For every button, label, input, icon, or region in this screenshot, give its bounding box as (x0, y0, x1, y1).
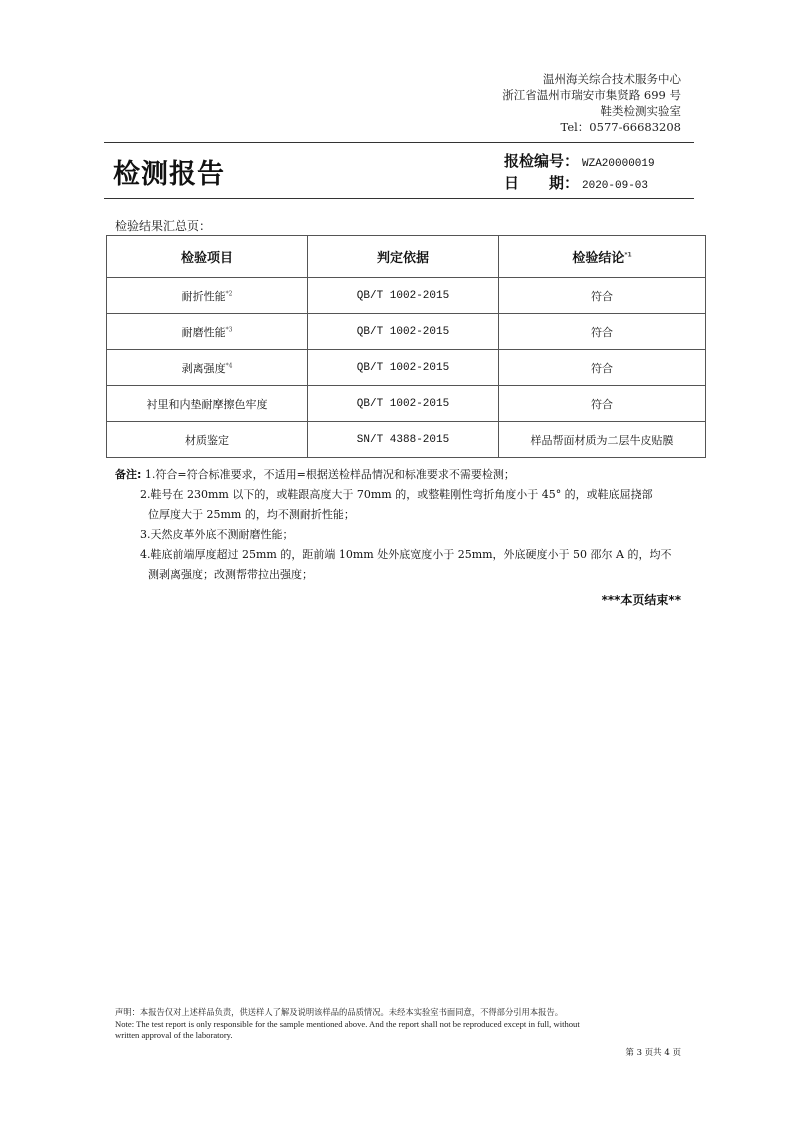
disclaimer (115, 1007, 695, 1042)
result-cell: 符合 (499, 350, 706, 386)
remark-3: 3.天然皮革外底不测耐磨性能； (140, 528, 294, 541)
item-cell: 材质鉴定 (107, 422, 308, 458)
col-header-basis: 判定依据 (308, 236, 499, 278)
table-row (107, 314, 706, 350)
report-number-value: WZA20000019 (582, 158, 655, 170)
table-row (107, 386, 706, 422)
report-date-label: 日 期： (504, 174, 580, 192)
org-name: 温州海关综合技术服务中心 (543, 72, 681, 86)
title-divider (104, 198, 694, 199)
table-row (107, 278, 706, 314)
item-cell: 衬里和内垫耐摩擦色牢度 (107, 386, 308, 422)
col-header-result: 检验结论$^{*1}$ (499, 236, 706, 278)
table-header-row (107, 236, 706, 278)
report-date-value: 2020-09-03 (582, 180, 649, 192)
remark-4: 4.鞋底前端厚度超过 25mm 的，距前端 10mm 处外底宽度小于 25mm，外底硬度小于 50 邵尔 A 的，均不 (140, 548, 672, 561)
disclaimer-en-line2: written approval of the laboratory. (115, 1030, 233, 1040)
footnote-marker: *3 (225, 325, 233, 333)
basis-cell: SN/T 4388-2015 (308, 422, 499, 458)
report-title: 检测报告 (113, 159, 225, 190)
result-cell: 样品帮面材质为二层牛皮贴膜 (499, 422, 706, 458)
result-cell: 符合 (499, 278, 706, 314)
summary-label: 检验结果汇总页： (115, 219, 212, 233)
result-cell: 符合 (499, 314, 706, 350)
item-cell: 耐折性能$^{*2}$ (107, 278, 308, 314)
lab-name: 鞋类检测实验室 (600, 104, 681, 118)
disclaimer-cn: 声明：本报告仅对上述样品负责，供送样人了解及说明该样品的品质情况。未经本实验室书面同意，不得部分引用本报告。 (115, 1007, 564, 1017)
footnote-marker: *4 (225, 361, 233, 369)
remark-2: 2.鞋号在 230mm 以下的，或鞋跟高度大于 70mm 的，或整鞋刚性弯折角度小于 45° 的，或鞋底屈挠部 (140, 488, 653, 501)
remarks-label: 备注: (115, 468, 142, 481)
report-number-row (504, 150, 655, 171)
footnote-marker: *1 (624, 251, 632, 259)
header-divider (104, 142, 694, 143)
results-table (106, 235, 706, 458)
basis-cell: QB/T 1002-2015 (308, 314, 499, 350)
col-header-item: 检验项目 (107, 236, 308, 278)
basis-cell: QB/T 1002-2015 (308, 386, 499, 422)
footnote-marker: *2 (225, 289, 233, 297)
result-cell: 符合 (499, 386, 706, 422)
disclaimer-en-line1: Note: The test report is only responsible for the sample mentioned above. And the report shall not be reproduced except in full, without (115, 1018, 580, 1029)
remark-4-cont: 测剥离强度；改测帮带拉出强度； (148, 568, 313, 581)
basis-cell: QB/T 1002-2015 (308, 278, 499, 314)
remarks (115, 465, 695, 585)
basis-cell: QB/T 1002-2015 (308, 350, 499, 386)
report-number-label: 报检编号： (504, 152, 580, 170)
report-date-row (504, 172, 648, 193)
page-number: 第 3 页共 4 页 (625, 1048, 681, 1058)
item-cell: 剥离强度$^{*4}$ (107, 350, 308, 386)
remark-1: 备注: 1.符合=符合标准要求，不适用=根据送检样品情况和标准要求不需要检测； (115, 468, 515, 481)
item-cell: 耐磨性能$^{*3}$ (107, 314, 308, 350)
table-row (107, 422, 706, 458)
page-end-marker: ***本页结束** (601, 593, 681, 607)
lab-phone: Tel：0577-66683208 (560, 120, 681, 134)
org-address: 浙江省温州市瑞安市集贤路 699 号 (502, 88, 681, 102)
remark-2-cont: 位厚度大于 25mm 的，均不测耐折性能； (148, 508, 355, 521)
lab-header (502, 71, 681, 135)
table-row (107, 350, 706, 386)
